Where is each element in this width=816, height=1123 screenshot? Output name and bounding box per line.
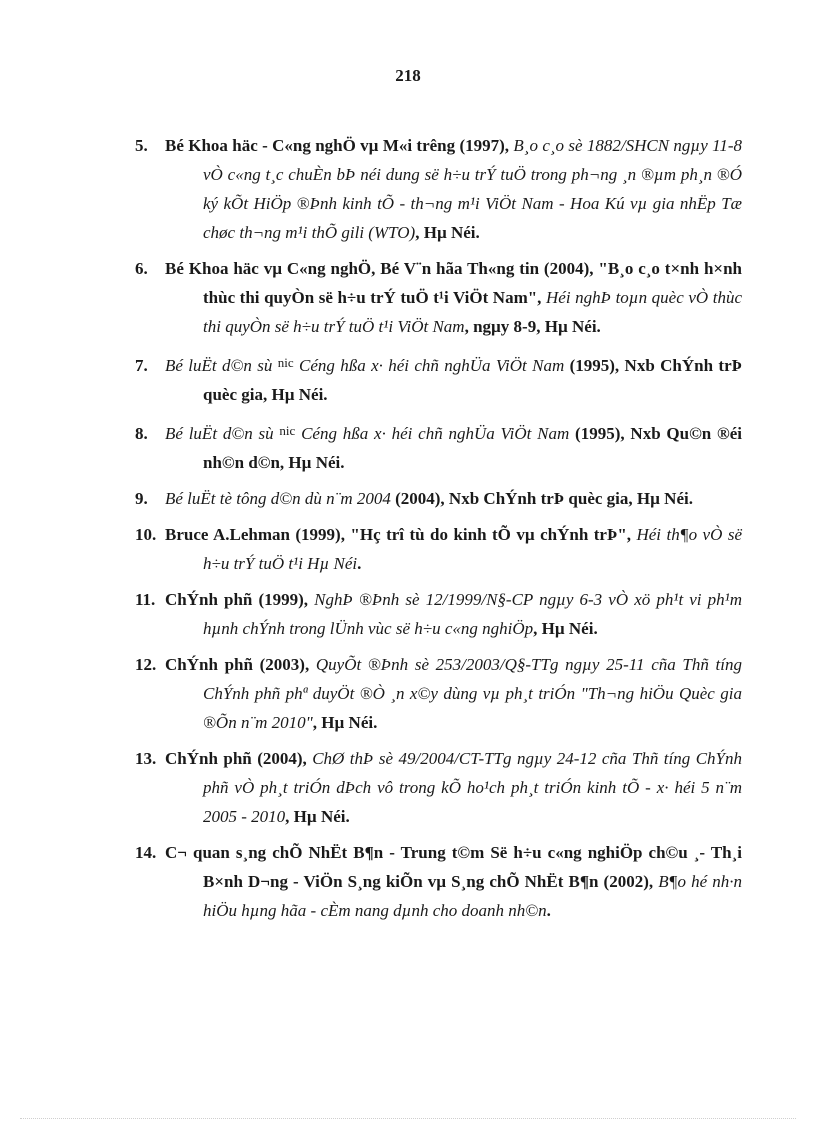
reference-number: 12. <box>135 655 157 674</box>
reference-publisher: , ngµy 8-9, Hµ Néi. <box>464 317 601 336</box>
reference-title: B¸o c¸o sè 1882/SHCN ngµy 11-8 vÒ c«ng t¸c chuÈn bÞ néi dung së h÷u trÝ tuÖ trong ph¬ng ¸n ®µm ph¸n ®Ó ký kÕt HiÖp ®Þnh kinh tÕ - th¬ng m¹i ViÖt Nam - Hoa Kú vµ gia nhËp Tæ chøc th¬ng m¹i thÕ gili (WTO) <box>203 136 742 242</box>
reference-publisher: , Hµ Néi. <box>285 807 350 826</box>
reference-title: Héi th¶o vÒ së h÷u trÝ tuÖ t¹i Hµ Néi <box>203 525 742 573</box>
reference-publisher: (2004), Nxb ChÝnh trÞ quèc gia, Hµ Néi. <box>390 489 693 508</box>
reference-title: Héi nghÞ toµn quèc vÒ thùc thi quyÒn së h÷u trÝ tuÖ t¹i ViÖt Nam <box>203 288 742 336</box>
reference-title-cont: Céng hßa x· héi chñ nghÜa ViÖt Nam <box>295 424 570 443</box>
reference-number: 11. <box>135 590 156 609</box>
reference-title-cont: Céng hßa x· héi chñ nghÜa ViÖt Nam <box>293 356 565 375</box>
reference-author: Bé Khoa häc - C«ng nghÖ vµ M«i trêng (1997), <box>165 136 514 155</box>
reference-item <box>135 484 742 513</box>
reference-number: 10. <box>135 525 157 544</box>
reference-item <box>135 650 742 737</box>
reference-title: Bé luËt d©n sù <box>165 356 278 375</box>
page-number: 218 <box>395 66 421 85</box>
reference-title: Bé luËt tè tông d©n dù n¨m 2004 <box>165 489 391 508</box>
reference-item <box>135 744 742 831</box>
reference-item <box>135 520 742 578</box>
reference-number: 13. <box>135 749 157 768</box>
reference-publisher: , Hµ Néi. <box>533 619 598 638</box>
reference-number: 7. <box>135 356 148 375</box>
reference-item <box>135 254 742 341</box>
reference-number: 8. <box>135 424 148 443</box>
reference-author: ChÝnh phñ (1999), <box>165 590 315 609</box>
reference-item <box>135 131 742 247</box>
reference-publisher: (1995), Nxb Qu©n ®éi nh©n d©n, Hµ Néi. <box>203 424 743 472</box>
reference-item <box>135 838 742 925</box>
reference-author: ChÝnh phñ (2003), <box>165 655 316 674</box>
reference-publisher: (1995), Nxb ChÝnh trÞ quèc gia, Hµ Néi. <box>203 356 743 404</box>
reference-item <box>135 585 742 643</box>
reference-author: Bé Khoa häc vµ C«ng nghÖ, Bé V¨n hãa Th«ng tin (2004), "B¸o c¸o t×nh h×nh thùc thi quyÒn së h÷u trÝ tuÖ t¹i ViÖt Nam", <box>165 259 742 307</box>
reference-author: ChÝnh phñ (2004), <box>165 749 313 768</box>
reference-title: NghÞ ®Þnh sè 12/1999/N§-CP ngµy 6-3 vÒ xö ph¹t vi ph¹m hµnh chÝnh trong lÜnh vùc së h÷u c«ng nghiÖp <box>203 590 742 638</box>
reference-title: B¶o hé nh·n hiÖu hµng hãa - cÈm nang dµnh cho doanh nh©n <box>203 872 743 920</box>
reference-superscript: nic <box>277 355 294 370</box>
reference-title: ChØ thÞ sè 49/2004/CT-TTg ngµy 24-12 cña Thñ tíng ChÝnh phñ vÒ ph¸t triÓn dÞch vô trong kÕ ho¹ch ph¸t triÓn kinh tÕ - x· héi 5 n¨m 2005 - 2010 <box>203 749 742 826</box>
reference-publisher: , Hµ Néi. <box>415 223 480 242</box>
reference-item <box>135 416 742 477</box>
reference-number: 9. <box>135 489 148 508</box>
reference-number: 5. <box>135 136 148 155</box>
reference-author: C¬ quan s¸ng chÕ NhËt B¶n - Trung t©m Së h÷u c«ng nghiÖp ch©u ¸- Th¸i B×nh D¬ng - ViÖn S¸ng kiÕn vµ S¸ng chÕ NhËt B¶n (2002), <box>165 843 742 891</box>
reference-publisher: . <box>546 901 551 920</box>
reference-title: Bé luËt d©n sù <box>165 424 280 443</box>
reference-title: QuyÕt ®Þnh sè 253/2003/Q§-TTg ngµy 25-11 cña Thñ tíng ChÝnh phñ phª duyÖt ®Ò ¸n x©y dùng vµ ph¸t triÓn "Th¬ng hiÖu Quèc gia ®Õn n¨m 2010" <box>203 655 743 732</box>
reference-list <box>135 131 742 932</box>
reference-number: 14. <box>135 843 157 862</box>
reference-author: Bruce A.Lehman (1999), "Hç trî tù do kinh tÕ vµ chÝnh trÞ", <box>165 525 637 544</box>
reference-publisher: . <box>357 554 362 573</box>
reference-number: 6. <box>135 259 148 278</box>
page-bottom-divider <box>20 1118 796 1119</box>
reference-publisher: , Hµ Néi. <box>312 713 378 732</box>
reference-superscript: nic <box>279 423 296 438</box>
reference-item <box>135 348 742 409</box>
